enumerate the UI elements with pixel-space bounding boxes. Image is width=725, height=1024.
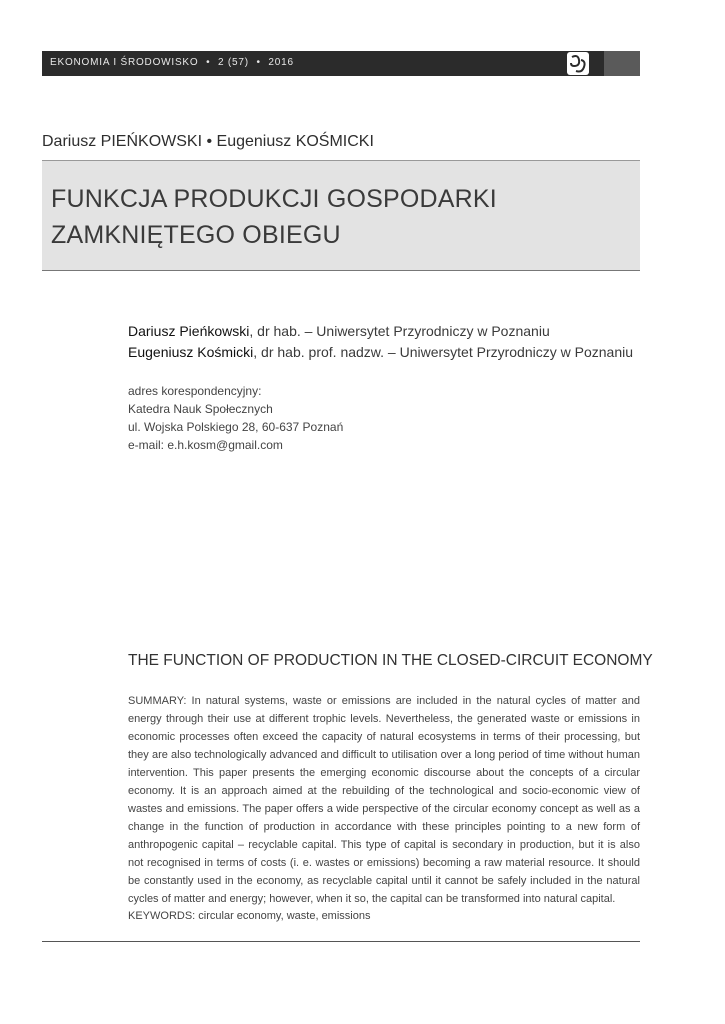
journal-issue: 2 (57) — [217, 57, 249, 68]
journal-header-text — [50, 57, 294, 68]
correspondence-email: e-mail: e.h.kosm@gmail.com — [128, 438, 283, 452]
authors-line: Dariusz PIEŃKOWSKI • Eugeniusz KOŚMICKI — [42, 133, 374, 150]
article-title-line-1: FUNKCJA PRODUKCJI GOSPODARKI — [51, 185, 497, 213]
keywords: KEYWORDS: circular economy, waste, emissions — [128, 910, 371, 922]
summary-paragraph: SUMMARY: In natural systems, waste or emissions are included in the natural cycles of matter and energy through their use at different trophic levels. Nevertheless, the generated waste or emissions in economic processes often exceed the capacity of natural ecosystems in terms of their processing, but they are also technologically advanced and difficult to utilisation over a long period of time without human intervention. This paper presents the emerging economic discourse about the concepts of a circular economy. It is an approach aimed at the rebuilding of the technological and socio-economic view of wastes and emissions. The paper offers a wide perspective of the circular economy concept as well as a change in the function of production in accordance with these principles pointing to a new form of anthropogenic capital – recyclable capital. This type of capital is secondary in production, but it is also not recognised in terms of costs (i. e. wastes or emissions) becoming a raw material resource. It should be constantly used in the economy, as recyclable capital until it cannot be safely included in the natural cycles of matter and energy; however, when it so, the capital can be transformed into natural capital. — [128, 695, 640, 905]
journal-logo-icon — [565, 51, 605, 76]
author-name: Dariusz Pieńkowski — [128, 323, 250, 339]
affiliation-1 — [128, 323, 550, 339]
logo-background — [604, 51, 640, 76]
separator: • — [206, 57, 211, 68]
bottom-divider — [42, 941, 640, 942]
journal-header-bar — [42, 51, 640, 76]
correspondence-dept: Katedra Nauk Społecznych — [128, 402, 273, 416]
author-details: , dr hab. – Uniwersytet Przyrodniczy w Poznaniu — [249, 323, 550, 339]
correspondence-label: adres korespondencyjny: — [128, 384, 262, 398]
correspondence-street: ul. Wojska Polskiego 28, 60-637 Poznań — [128, 420, 344, 434]
title-box — [42, 160, 640, 271]
journal-year: 2016 — [268, 57, 294, 68]
separator: • — [256, 57, 261, 68]
author-details: , dr hab. prof. nadzw. – Uniwersytet Przyrodniczy w Poznaniu — [253, 344, 634, 360]
author-name: Eugeniusz Kośmicki — [128, 344, 254, 360]
affiliation-2 — [128, 344, 633, 360]
journal-name: EKONOMIA I ŚRODOWISKO — [50, 57, 199, 68]
english-title: THE FUNCTION OF PRODUCTION IN THE CLOSED-CIRCUIT ECONOMY — [128, 652, 653, 669]
article-title-line-2: ZAMKNIĘTEGO OBIEGU — [51, 221, 341, 249]
